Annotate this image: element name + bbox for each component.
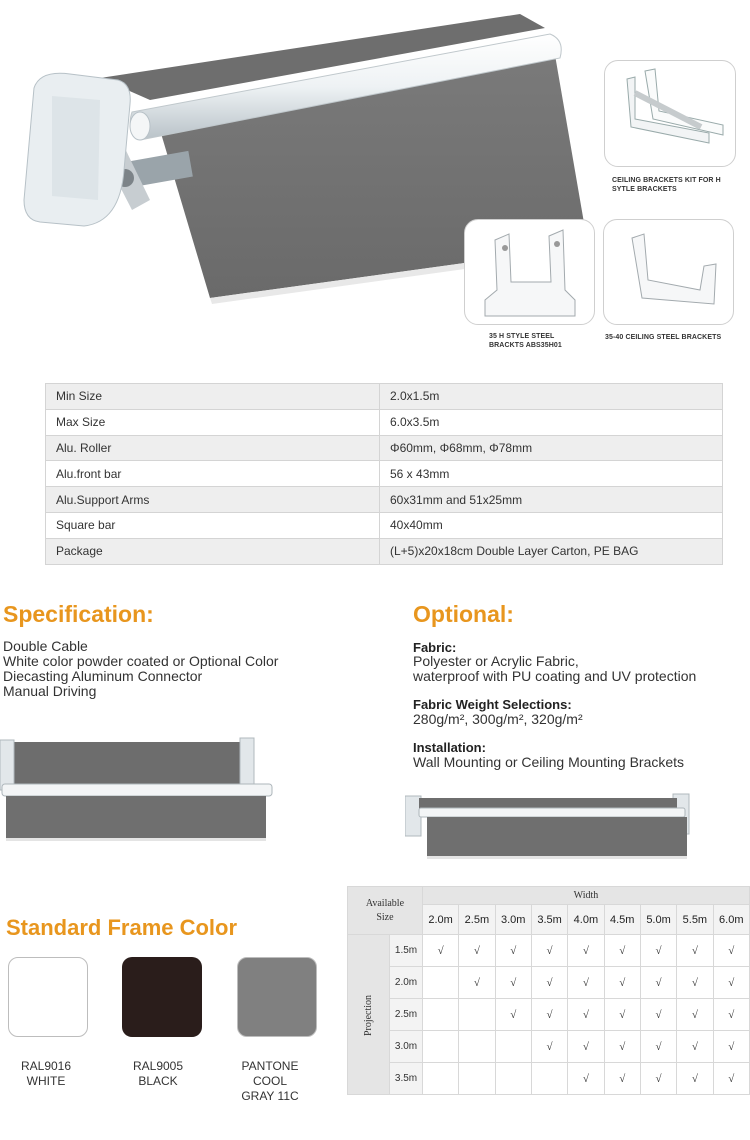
available-check-cell: √ bbox=[459, 967, 495, 999]
specification-line: Diecasting Aluminum Connector bbox=[3, 668, 203, 684]
table-row bbox=[348, 1063, 750, 1095]
available-check-cell: √ bbox=[677, 967, 713, 999]
specification-line: Manual Driving bbox=[3, 683, 97, 699]
table-row bbox=[348, 967, 750, 999]
swatch-black bbox=[122, 957, 202, 1037]
width-col-header: 3.5m bbox=[531, 905, 567, 935]
available-check-cell: √ bbox=[495, 935, 531, 967]
fabric-label: Fabric: bbox=[413, 640, 457, 655]
available-check-cell: √ bbox=[568, 967, 604, 999]
empty-cell bbox=[422, 1031, 458, 1063]
available-check-cell: √ bbox=[677, 1031, 713, 1063]
table-row bbox=[46, 487, 723, 513]
available-check-cell: √ bbox=[640, 967, 676, 999]
specification-heading: Specification: bbox=[3, 601, 154, 627]
spec-label: Alu. Roller bbox=[46, 435, 380, 461]
projection-row-header: 1.5m bbox=[390, 935, 423, 967]
swatch-white bbox=[8, 957, 88, 1037]
empty-cell bbox=[459, 1031, 495, 1063]
available-check-cell: √ bbox=[568, 935, 604, 967]
spec-value: 6.0x3.5m bbox=[380, 409, 723, 435]
projection-row-header: 3.5m bbox=[390, 1063, 423, 1095]
empty-cell bbox=[531, 1063, 567, 1095]
swatch-label-line: RAL9005 BLACK bbox=[132, 1059, 184, 1088]
specification-line: Double Cable bbox=[3, 638, 88, 654]
available-check-cell: √ bbox=[422, 935, 458, 967]
installation-value: Wall Mounting or Ceiling Mounting Brackets bbox=[413, 754, 685, 770]
available-size-label: Available Size bbox=[365, 897, 405, 923]
bracket-kit-icon bbox=[605, 61, 736, 167]
available-check-cell: √ bbox=[531, 935, 567, 967]
available-check-cell: √ bbox=[677, 1063, 713, 1095]
spec-value: 40x40mm bbox=[380, 512, 723, 538]
available-check-cell: √ bbox=[640, 1031, 676, 1063]
empty-cell bbox=[422, 1063, 458, 1095]
frame-color-heading: Standard Frame Color bbox=[6, 915, 238, 940]
swatch-white-label bbox=[0, 1059, 96, 1089]
empty-cell bbox=[495, 1063, 531, 1095]
spec-label: Package bbox=[46, 538, 380, 564]
awning-front-image bbox=[0, 736, 280, 844]
projection-row-header: 2.0m bbox=[390, 967, 423, 999]
h-style-bracket-image bbox=[464, 219, 595, 325]
projection-row-header: 2.5m bbox=[390, 999, 423, 1031]
empty-cell bbox=[495, 1031, 531, 1063]
available-check-cell: √ bbox=[459, 935, 495, 967]
spec-value: 2.0x1.5m bbox=[380, 384, 723, 410]
swatch-gray-label bbox=[220, 1059, 320, 1104]
available-check-cell: √ bbox=[495, 967, 531, 999]
ceiling-brackets-kit-image bbox=[604, 60, 736, 167]
available-check-cell: √ bbox=[604, 1031, 640, 1063]
available-check-cell: √ bbox=[531, 999, 567, 1031]
swatch-gray bbox=[237, 957, 317, 1037]
empty-cell bbox=[459, 999, 495, 1031]
h-bracket-icon bbox=[465, 220, 595, 325]
fabric-weight-value: 280g/m², 300g/m², 320g/m² bbox=[413, 711, 583, 727]
width-header: Width bbox=[422, 887, 749, 905]
spec-label: Alu.front bar bbox=[46, 461, 380, 487]
spec-value: Φ60mm, Φ68mm, Φ78mm bbox=[380, 435, 723, 461]
empty-cell bbox=[422, 999, 458, 1031]
spec-value: 56 x 43mm bbox=[380, 461, 723, 487]
available-check-cell: √ bbox=[604, 999, 640, 1031]
available-check-cell: √ bbox=[640, 935, 676, 967]
table-row bbox=[46, 435, 723, 461]
available-check-cell: √ bbox=[568, 1063, 604, 1095]
width-col-header: 4.5m bbox=[604, 905, 640, 935]
available-check-cell: √ bbox=[677, 999, 713, 1031]
table-row bbox=[46, 409, 723, 435]
table-row bbox=[348, 999, 750, 1031]
optional-heading: Optional: bbox=[413, 601, 514, 627]
available-check-cell: √ bbox=[531, 967, 567, 999]
available-check-cell: √ bbox=[531, 1031, 567, 1063]
spec-label: Alu.Support Arms bbox=[46, 487, 380, 513]
width-col-header: 2.0m bbox=[422, 905, 458, 935]
width-col-header: 4.0m bbox=[568, 905, 604, 935]
fabric-weight-label: Fabric Weight Selections: bbox=[413, 697, 572, 712]
available-check-cell: √ bbox=[640, 1063, 676, 1095]
available-check-cell: √ bbox=[568, 1031, 604, 1063]
available-check-cell: √ bbox=[713, 1063, 749, 1095]
width-col-header: 2.5m bbox=[459, 905, 495, 935]
ceiling-steel-bracket-caption: 35-40 CEILING STEEL BRACKETS bbox=[605, 334, 722, 341]
swatch-label-line: PANTONE COOL GRAY 11C bbox=[241, 1059, 299, 1103]
table-row bbox=[46, 384, 723, 410]
width-col-header: 5.5m bbox=[677, 905, 713, 935]
spec-value: 60x31mm and 51x25mm bbox=[380, 487, 723, 513]
swatch-black-label bbox=[108, 1059, 208, 1089]
table-row bbox=[46, 538, 723, 564]
spec-label: Max Size bbox=[46, 409, 380, 435]
projection-header bbox=[348, 935, 390, 1095]
size-grid-table bbox=[347, 886, 750, 1095]
available-check-cell: √ bbox=[677, 935, 713, 967]
table-row bbox=[46, 512, 723, 538]
available-check-cell: √ bbox=[713, 1031, 749, 1063]
available-check-cell: √ bbox=[604, 1063, 640, 1095]
available-size-header bbox=[348, 887, 423, 935]
available-check-cell: √ bbox=[640, 999, 676, 1031]
spec-label: Min Size bbox=[46, 384, 380, 410]
ceiling-brackets-kit-caption: CEILING BRACKETS KIT FOR H SYTLE BRACKETS bbox=[612, 177, 721, 193]
available-check-cell: √ bbox=[713, 999, 749, 1031]
awning-ceiling-image bbox=[405, 792, 705, 862]
width-col-header: 3.0m bbox=[495, 905, 531, 935]
spec-label: Square bar bbox=[46, 512, 380, 538]
ceiling-steel-bracket-image bbox=[603, 219, 734, 325]
table-row bbox=[46, 461, 723, 487]
empty-cell bbox=[459, 1063, 495, 1095]
ceiling-bracket-icon bbox=[604, 220, 734, 325]
available-check-cell: √ bbox=[713, 967, 749, 999]
spec-table bbox=[45, 383, 723, 565]
available-check-cell: √ bbox=[568, 999, 604, 1031]
projection-label: Projection bbox=[363, 994, 375, 1036]
available-check-cell: √ bbox=[604, 935, 640, 967]
swatch-label-line: RAL9016 WHITE bbox=[20, 1059, 72, 1088]
projection-row-header: 3.0m bbox=[390, 1031, 423, 1063]
available-check-cell: √ bbox=[604, 967, 640, 999]
fabric-value: Polyester or Acrylic Fabric, bbox=[413, 654, 579, 669]
installation-label: Installation: bbox=[413, 740, 486, 755]
specification-line: White color powder coated or Optional Color bbox=[3, 653, 279, 669]
fabric-value: waterproof with PU coating and UV protection bbox=[413, 668, 697, 684]
width-col-header: 6.0m bbox=[713, 905, 749, 935]
width-col-header: 5.0m bbox=[640, 905, 676, 935]
table-row bbox=[348, 935, 750, 967]
available-check-cell: √ bbox=[495, 999, 531, 1031]
h-style-bracket-caption: 35 H STYLE STEEL BRACKTS ABS35H01 bbox=[489, 333, 562, 349]
table-row bbox=[348, 1031, 750, 1063]
fabric-text-clip bbox=[413, 654, 731, 686]
spec-value: (L+5)x20x18cm Double Layer Carton, PE BAG bbox=[380, 538, 723, 564]
empty-cell bbox=[422, 967, 458, 999]
available-check-cell: √ bbox=[713, 935, 749, 967]
